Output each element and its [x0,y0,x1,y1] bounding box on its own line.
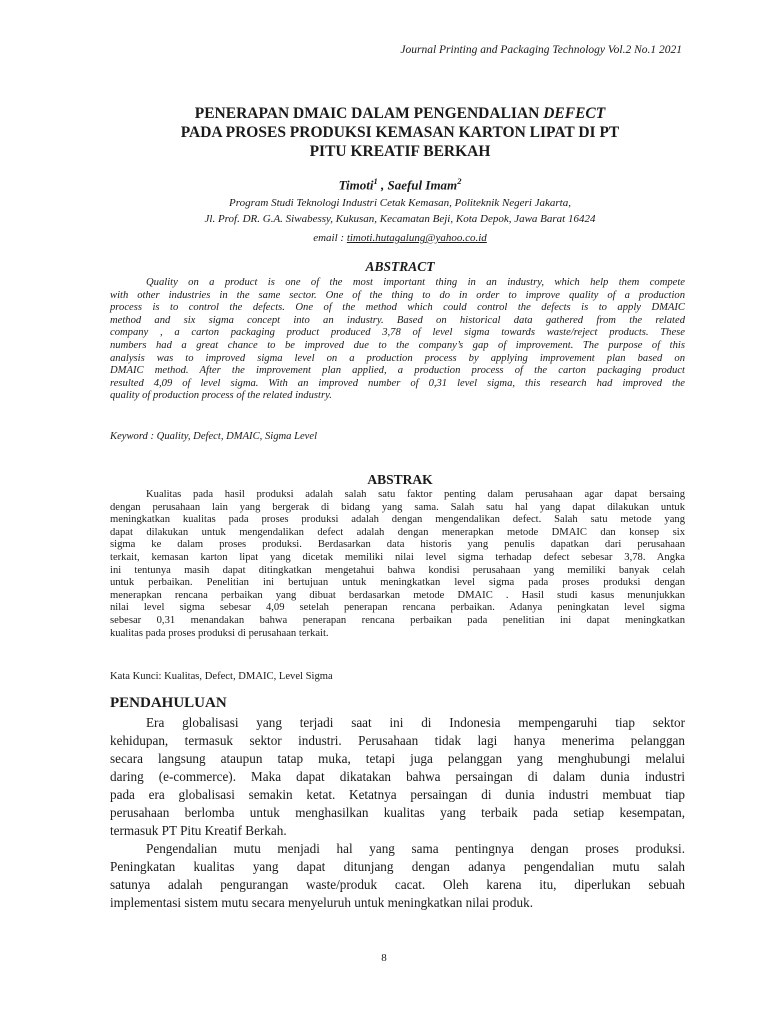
introduction-line: secara langsung ataupun tatap muka, tetapi juga pelanggan yang menghubungi melalui [110,751,685,766]
abstract-line: company , a carton packaging product produced 3,78 of level sigma towards waste/reject products. These [110,327,685,339]
abstrak-line: ini tentunya masih dapat ditingkatkan mengetahui bahwa kondisi perusahaan yang memiliki banyak celah [110,564,685,576]
abstract-line: Quality on a product is one of the most important thing in an industry, which help them compete [146,277,685,288]
abstrak-line: Kualitas pada hasil produksi adalah salah satu faktor penting dalam perusahaan agar dapat bersaing [146,489,685,500]
email-label: email : [313,232,347,244]
affiliation-line-2: Jl. Prof. DR. G.A. Siwabessy, Kukusan, Kecamatan Beji, Kota Depok, Jawa Barat 16424 [204,213,596,225]
title-line-1-text: PENERAPAN DMAIC DALAM PENGENDALIAN [194,105,544,122]
introduction-line: Era globalisasi yang terjadi saat ini di Indonesia mempengaruhi tiap sektor [146,715,685,730]
abstract-line: process is to control the defects. One of the method which could control the defects is to apply DMAIC [110,302,685,314]
abstract-line: resulted 4,09 of level sigma. With an improved number of 0,31 level sigma, this research had improved the [110,377,685,389]
introduction-line: termasuk PT Pitu Kreatif Berkah. [110,823,287,838]
abstrak-line: dapat dilakukan untuk mengendalikan defect adalah dengan menerapkan metode DMAIC dan konsep six [110,526,685,538]
page-number: 8 [381,952,387,964]
introduction-line: Pengendalian mutu menjadi hal yang sama pentingnya dengan proses produksi. [146,841,685,856]
abstrak-line: terkait, kemasan karton lipat yang dicetak memiliki nilai level sigma terhadap defect sebesar 3,78. Angka [110,551,685,563]
abstract-line: method and six sigma concept into an industry. Based on historical data gathered from the related [110,314,685,326]
abstract-keywords: Keyword : Quality, Defect, DMAIC, Sigma Level [110,431,318,442]
author-separator: , [377,177,388,193]
abstrak-body [110,489,685,640]
abstract-line: with other industries in the same sector. One of the thing to do in order to improve quality of a production [110,289,685,301]
author-1-affiliation-mark: 1 [373,176,378,186]
abstrak-line: menerapkan rencana perbaikan yang dibuat berdasarkan metode DMAIC . Hasil studi kasus menunjukkan [110,589,685,601]
introduction-body [110,714,685,912]
title-line-3: PITU KREATIF BERKAH [309,143,491,160]
author-1-name: Timoti [338,177,374,193]
author-email [80,232,720,244]
abstrak-line: sigma ke dalam proses produksi. Berdasarkan data historis yang penulis dapatkan dari perusahaan [110,539,685,551]
paper-title [80,104,720,161]
introduction-line: satunya adalah pengurangan waste/produk cacat. Oleh karena itu, diperlukan sebuah [110,877,685,892]
author-list [80,176,720,193]
introduction-heading: PENDAHULUAN [110,695,227,711]
title-italic-word: DEFECT [543,105,606,122]
introduction-line: Peningkatan kualitas yang dapat ditunjang dengan adanya pengendalian mutu salah [110,859,685,874]
introduction-line: kehidupan, termasuk sektor industri. Perusahaan tidak lagi hanya menerima pelanggan [110,733,685,748]
abstract-line: numbers had a great chance to be improved due to the company’s gap of improvement. The purpose of this [110,339,685,351]
introduction-line: daring (e-commerce). Maka dapat dikatakan bahwa persaingan di dalam dunia industri [110,769,685,784]
abstrak-keywords: Kata Kunci: Kualitas, Defect, DMAIC, Level Sigma [110,671,333,682]
abstract-line: analysis was to improved sigma level on a production process by applying improvement plan based on [110,352,685,364]
title-line-2: PADA PROSES PRODUKSI KEMASAN KARTON LIPAT DI PT [180,124,620,141]
introduction-line: implementasi sistem mutu secara menyeluruh untuk meningkatkan nilai produk. [110,895,534,910]
introduction-line: pada era globalisasi semakin ketat. Ketatnya persaingan di dunia industri membuat tiap [110,787,685,802]
abstract-body [110,277,685,403]
abstrak-line: sebesar 0,31 menandakan bahwa penerapan rencana perbaikan pada penelitian ini dapat meningkatkan [110,614,685,626]
abstrak-line: dengan perusahaan lain yang bergerak di bidang yang sama. Salah satu hal yang dapat dilakukan untuk [110,501,685,513]
title-line-1 [80,104,720,123]
journal-running-header: Journal Printing and Packaging Technology Vol.2 No.1 2021 [400,44,682,56]
abstrak-line: nilai level sigma sebesar 4,09 setelah penerapan rencana perbaikan. Adanya peningkatan level sigma [110,602,685,614]
abstract-line: DMAIC method. After the improvement plan applied, a production process of the carton packaging product [110,365,685,377]
email-link[interactable]: timoti.hutagalung@yahoo.co.id [346,232,487,244]
author-2-name: Saeful Imam [387,177,458,193]
abstrak-line: kualitas pada proses produksi di perusahaan terkait. [110,627,329,639]
introduction-line: perusahaan berlomba untuk menghasilkan kualitas yang terbaik pada setiap kesempatan, [110,805,685,820]
abstrak-line: meningkatkan kualitas pada proses produksi adalah dengan mengendalikan defect. Salah satu metode yang [110,514,685,526]
abstrak-heading: ABSTRAK [367,472,433,487]
affiliation-line-1: Program Studi Teknologi Industri Cetak Kemasan, Politeknik Negeri Jakarta, [229,197,571,209]
author-2-affiliation-mark: 2 [457,176,462,186]
abstrak-line: untuk perbaikan. Penelitian ini bertujuan untuk meningkatkan level sigma pada proses produksi dengan [110,577,685,589]
abstract-line: quality of production process of the related industry. [110,390,332,402]
abstract-heading: ABSTRACT [365,259,435,274]
